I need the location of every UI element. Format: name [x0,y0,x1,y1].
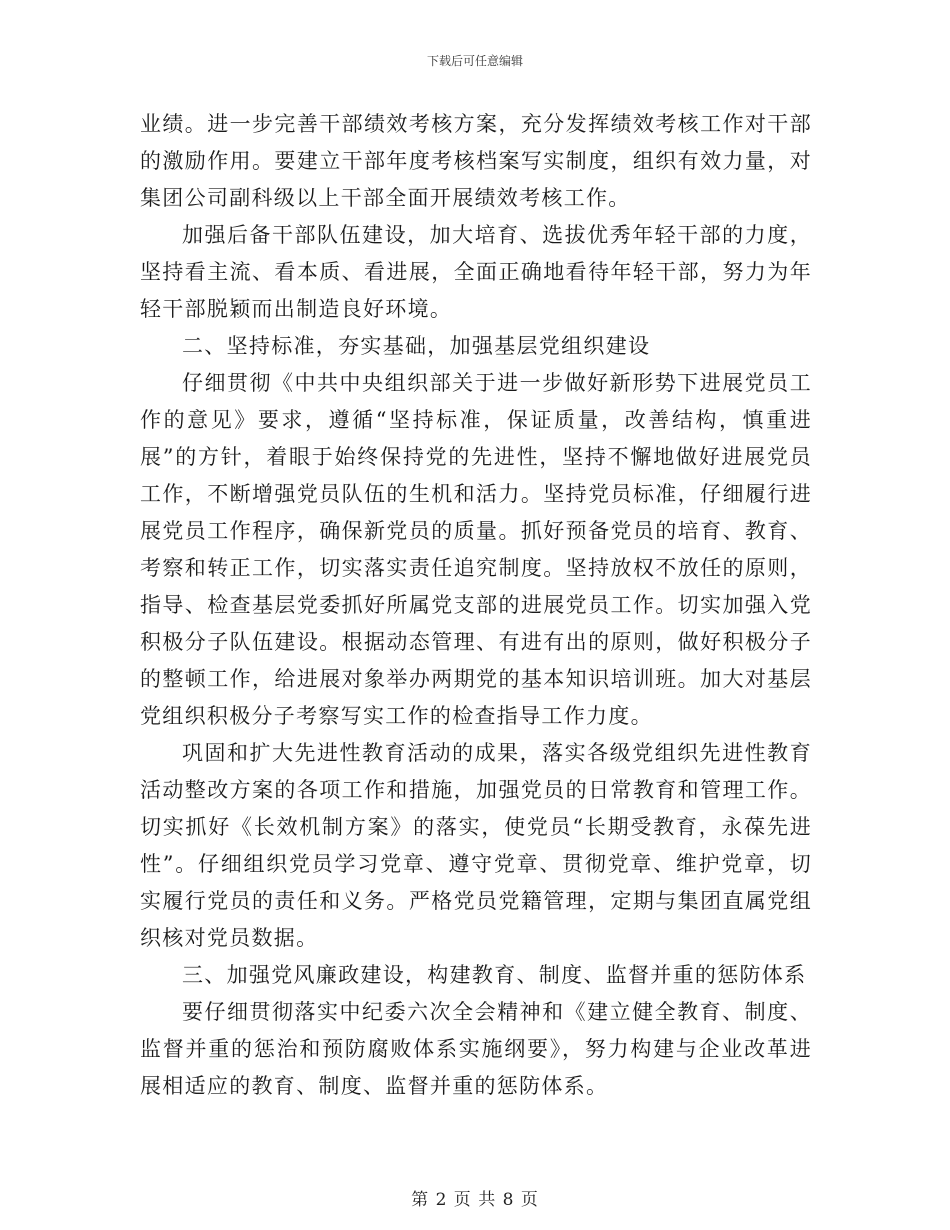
section-heading-2: 二、坚持标准，夯实基础，加强基层党组织建设 [182,334,651,358]
paragraph-anti-corruption: 要仔细贯彻落实中纪委六次全会精神和《建立健全教育、制度、监督并重的惩治和预防腐败体系实施纲要》，努力构建与企业改革进展相适应的教育、制度、监督并重的惩防体系。 [140,1000,812,1098]
page-header: 下载后可任意编辑 [426,54,523,68]
document-body [140,106,812,1105]
paragraph-advanced-education: 巩固和扩大先进性教育活动的成果，落实各级党组织先进性教育活动整改方案的各项工作和措施，加强党员的日常教育和管理工作。切实抓好《长效机制方案》的落实，使党员“长期受教育，永葆先进性”。仔细组织党员学习党章、遵守党章、贯彻党章、维护党章，切实履行党员的责任和义务。严格党员党籍管理，定期与集团直属党组织核对党员数据。 [140,741,812,950]
paragraph-party-development: 仔细贯彻《中共中央组织部关于进一步做好新形势下进展党员工作的意见》要求，遵循“坚持标准，保证质量，改善结构，慎重进展”的方针，着眼于始终保持党的先进性，坚持不懈地做好进展党员工作，不断增强党员队伍的生机和活力。坚持党员标准，仔细履行进展党员工作程序，确保新党员的质量。抓好预备党员的培育、教育、考察和转正工作，切实落实责任追究制度。坚持放权不放任的原则，指导、检查基层党委抓好所属党支部的进展党员工作。切实加强入党积极分子队伍建设。根据动态管理、有进有出的原则，做好积极分子的整顿工作，给进展对象举办两期党的基本知识培训班。加大对基层党组织积极分子考察写实工作的检查指导工作力度。 [140,371,812,728]
page-number: 第 2 页 共 8 页 [411,1190,539,1210]
paragraph-reserve-cadres: 加强后备干部队伍建设，加大培育、选拔优秀年轻干部的力度，坚持看主流、看本质、看进展，全面正确地看待年轻干部，努力为年轻干部脱颖而出制造良好环境。 [140,223,812,321]
paragraph-performance: 业绩。进一步完善干部绩效考核方案，充分发挥绩效考核工作对干部的激励作用。要建立干部年度考核档案写实制度，组织有效力量，对集团公司副科级以上干部全面开展绩效考核工作。 [140,112,812,210]
section-heading-3: 三、加强党风廉政建设，构建教育、制度、监督并重的惩防体系 [182,963,807,987]
